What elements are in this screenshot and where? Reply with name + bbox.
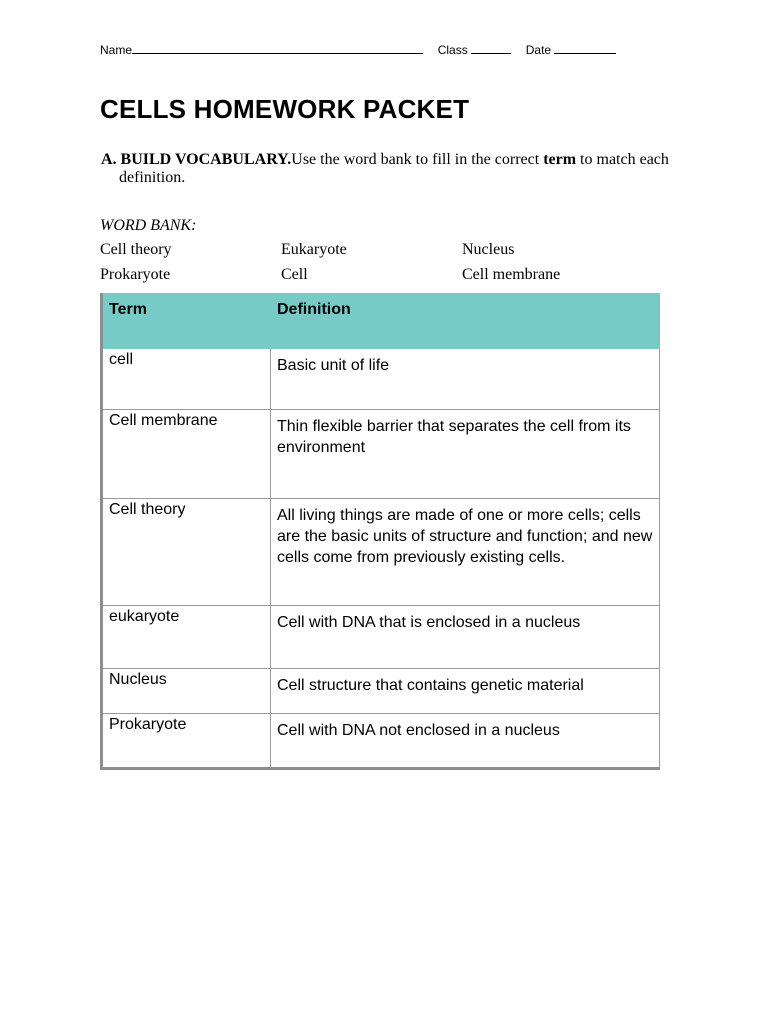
- class-blank: [471, 41, 511, 54]
- word-bank-row: [100, 241, 660, 266]
- date-blank: [554, 41, 616, 54]
- word-bank-row: [100, 266, 660, 291]
- word-bank-heading: WORD BANK:: [100, 217, 197, 234]
- word-bank-term: Cell membrane: [462, 266, 561, 283]
- definition-cell: Cell with DNA that is enclosed in a nucleus: [271, 606, 660, 669]
- table-row: [102, 714, 660, 769]
- table-row: [102, 349, 660, 410]
- word-bank-term: Prokaryote: [100, 266, 171, 283]
- table-row: [102, 410, 660, 499]
- definition-column-header: Definition: [271, 294, 660, 349]
- table-row: [102, 499, 660, 606]
- student-info-line: [100, 41, 616, 57]
- definition-cell: All living things are made of one or more cells; cells are the basic units of structure and function; and new cells come from previously existing cells.: [271, 499, 660, 606]
- instructions-text-2: to match each definition.: [119, 151, 669, 186]
- word-bank: [100, 241, 660, 291]
- term-cell[interactable]: Nucleus: [102, 669, 271, 714]
- instructions-term-word: term: [543, 151, 577, 168]
- name-label: Name: [100, 43, 133, 57]
- term-cell[interactable]: eukaryote: [102, 606, 271, 669]
- term-cell[interactable]: cell: [102, 349, 271, 410]
- term-cell[interactable]: Prokaryote: [102, 714, 271, 769]
- definition-cell: Basic unit of life: [271, 349, 660, 410]
- section-a-marker: A. BUILD VOCABULARY.: [101, 151, 292, 168]
- instructions-text-1: Use the word bank to fill in the correct: [291, 151, 544, 168]
- section-a-instructions: [101, 151, 719, 187]
- word-bank-term: Eukaryote: [281, 241, 347, 258]
- table-header-row: [102, 294, 660, 349]
- term-cell[interactable]: Cell theory: [102, 499, 271, 606]
- name-blank: [132, 41, 423, 54]
- vocabulary-table: [100, 293, 660, 770]
- date-label: Date: [525, 43, 552, 57]
- class-label: Class: [437, 43, 468, 57]
- word-bank-term: Cell: [281, 266, 308, 283]
- definition-cell: Thin flexible barrier that separates the cell from its environment: [271, 410, 660, 499]
- term-cell[interactable]: Cell membrane: [102, 410, 271, 499]
- definition-cell: Cell structure that contains genetic material: [271, 669, 660, 714]
- table-row: [102, 669, 660, 714]
- word-bank-term: Nucleus: [462, 241, 515, 258]
- definition-cell: Cell with DNA not enclosed in a nucleus: [271, 714, 660, 769]
- word-bank-term: Cell theory: [100, 241, 172, 258]
- term-column-header: Term: [102, 294, 271, 349]
- page-title: CELLS HOMEWORK PACKET: [100, 94, 470, 124]
- table-row: [102, 606, 660, 669]
